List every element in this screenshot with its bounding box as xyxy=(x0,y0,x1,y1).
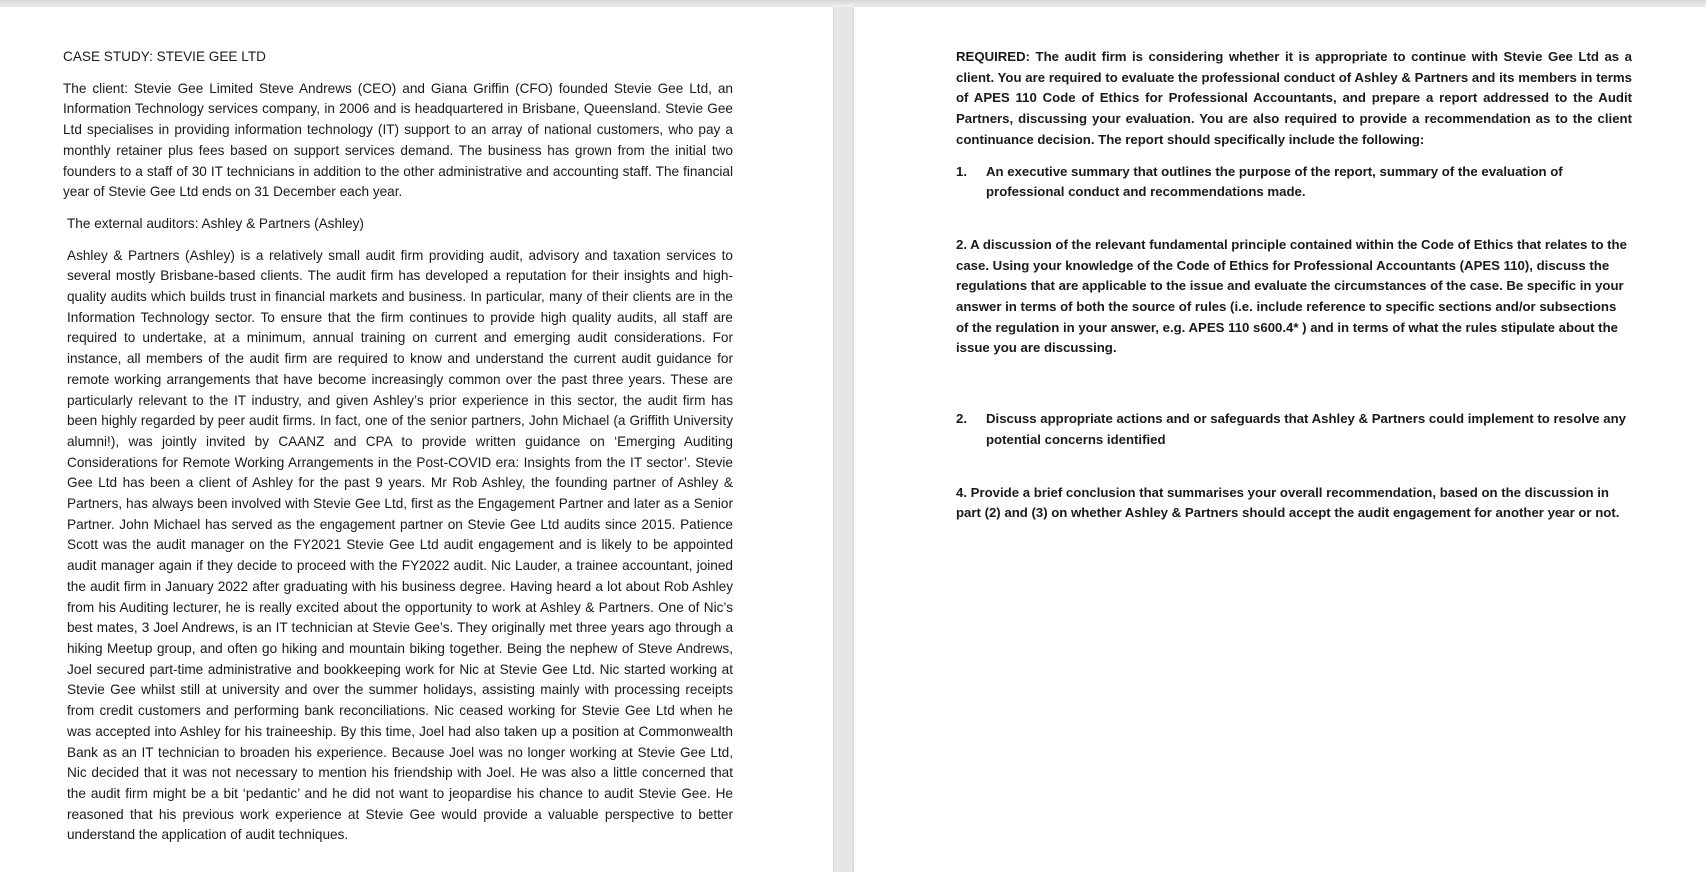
auditors-heading: The external auditors: Ashley & Partners (Ashley) xyxy=(67,215,364,231)
client-paragraph: The client: Stevie Gee Limited Steve Andrews (CEO) and Giana Griffin (CFO) founded Stevie Gee Ltd, an Information Technology services company, in 2006 and is headquartered in Brisbane, Queensland. Stevie Gee Ltd specialises in providing information technology (IT) support to an array of national customers, who pay a monthly retainer plus fees based on support services demand. The business has grown from the initial two founders to a staff of 30 IT technicians in addition to the other administrative and accounting staff. The financial year of Stevie Gee Ltd ends on 31 December each year. xyxy=(63,80,733,200)
list-number-1: 1. xyxy=(956,163,967,179)
page-left-content xyxy=(63,47,733,846)
list-item-1 xyxy=(956,162,1632,203)
conclusion-paragraph: 4. Provide a brief conclusion that summarises your overall recommendation, based on the discussion in part (2) and (3) on whether Ashley & Partners should accept the audit engagement for another year or not. xyxy=(956,484,1620,521)
auditors-paragraph: Ashley & Partners (Ashley) is a relatively small audit firm providing audit, advisory and taxation services to several mostly Brisbane-based clients. The audit firm has developed a reputation for their insights and high-quality audits which builds trust in financial markets and business. In particular, many of their clients are in the Information Technology sector. To ensure that the firm continues to provide high quality audits, all staff are required to undertake, at a minimum, annual training on current and emerging audit considerations. For instance, all members of the audit firm are required to know and understand the current audit guidance for remote working arrangements that have become increasingly common over the past three years. These are particularly relevant to the IT industry, and given Ashley’s prior experience in this sector, the audit firm has been highly regarded by peer audit firms. In fact, one of the senior partners, John Michael (a Griffith University alumni!), was jointly invited by CAANZ and CPA to provide written guidance on ‘Emerging Auditing Considerations for Remote Working Arrangements in the Post-COVID era: Insights from the IT sector’. Stevie Gee Ltd has been a client of Ashley for the past 9 years. Mr Rob Ashley, the founding partner of Ashley & Partners, has always been involved with Stevie Gee Ltd, first as the Engagement Partner and later as a Senior Partner. John Michael has served as the engagement partner on Stevie Gee Ltd audits since 2015. Patience Scott was the audit manager on the FY2021 Stevie Gee Ltd audit engagement and is likely to be appointed audit manager again if they decide to proceed with the FY2022 audit. Nic Lauder, a trainee accountant, joined the audit firm in January 2022 after graduating with his business degree. Having heard a lot about Rob Ashley from his Auditing lecturer, he is really excited about the opportunity to work at Ashley & Partners. One of Nic’s best mates, 3 Joel Andrews, is an IT technician at Stevie Gee’s. They originally met three years ago through a hiking Meetup group, and often go hiking and mountain biking together. Being the nephew of Steve Andrews, Joel secured part-time administrative and bookkeeping work for Nic at Stevie Gee Ltd. Nic started working at Stevie Gee whilst still at university and over the summer holidays, assisting mainly with processing receipts from credit customers and performing bank reconciliations. Nic ceased working for Stevie Gee Ltd when he was accepted into Ashley for his traineeship. By this time, Joel had also taken up a position at Commonwealth Bank as an IT technician to broaden his experience. Because Joel was no longer working at Stevie Gee Ltd, Nic decided that it was not necessary to mention his friendship with Joel. He was also a little concerned that the audit firm might be a bit ‘pedantic’ and he did not want to jeopardise his chance to audit Stevie Gee. He reasoned that his previous work experience at Stevie Gee would provide a valuable perspective to better understand the application of audit techniques. xyxy=(67,247,733,843)
list-item-2 xyxy=(956,409,1632,450)
document-page-left xyxy=(0,7,833,872)
required-paragraph: REQUIRED: The audit firm is considering whether it is appropriate to continue with Stevie Gee Ltd as a client. You are required to evaluate the professional conduct of Ashley & Partners and its members in terms of APES 110 Code of Ethics for Professional Accountants, and prepare a report addressed to the Audit Partners, discussing your evaluation. You are also required to provide a recommendation as to the client continuance decision. The report should specifically include the following: xyxy=(956,49,1632,147)
discussion-paragraph: 2. A discussion of the relevant fundamental principle contained within the Code of Ethics that relates to the case. Using your knowledge of the Code of Ethics for Professional Accountants (APES 110), discuss the regulations that are applicable to the issue and evaluate the circumstances of the case. Be specific in your answer in terms of both the source of rules (i.e. include reference to specific sections and/or subsections of the regulation in your answer, e.g. APES 110 s600.4* ) and in terms of what the rules stipulate about the issue you are discussing. xyxy=(956,236,1627,356)
list-text-1: An executive summary that outlines the purpose of the report, summary of the evaluation of professional conduct and recommendations made. xyxy=(986,163,1563,200)
case-study-heading: CASE STUDY: STEVIE GEE LTD xyxy=(63,49,266,64)
page-right-content xyxy=(956,47,1632,524)
window-top-edge xyxy=(0,0,1706,7)
document-page-right xyxy=(854,7,1706,872)
list-text-2: Discuss appropriate actions and or safeguards that Ashley & Partners could implement to resolve any potential concerns identified xyxy=(986,411,1627,447)
list-number-2: 2. xyxy=(956,411,967,427)
